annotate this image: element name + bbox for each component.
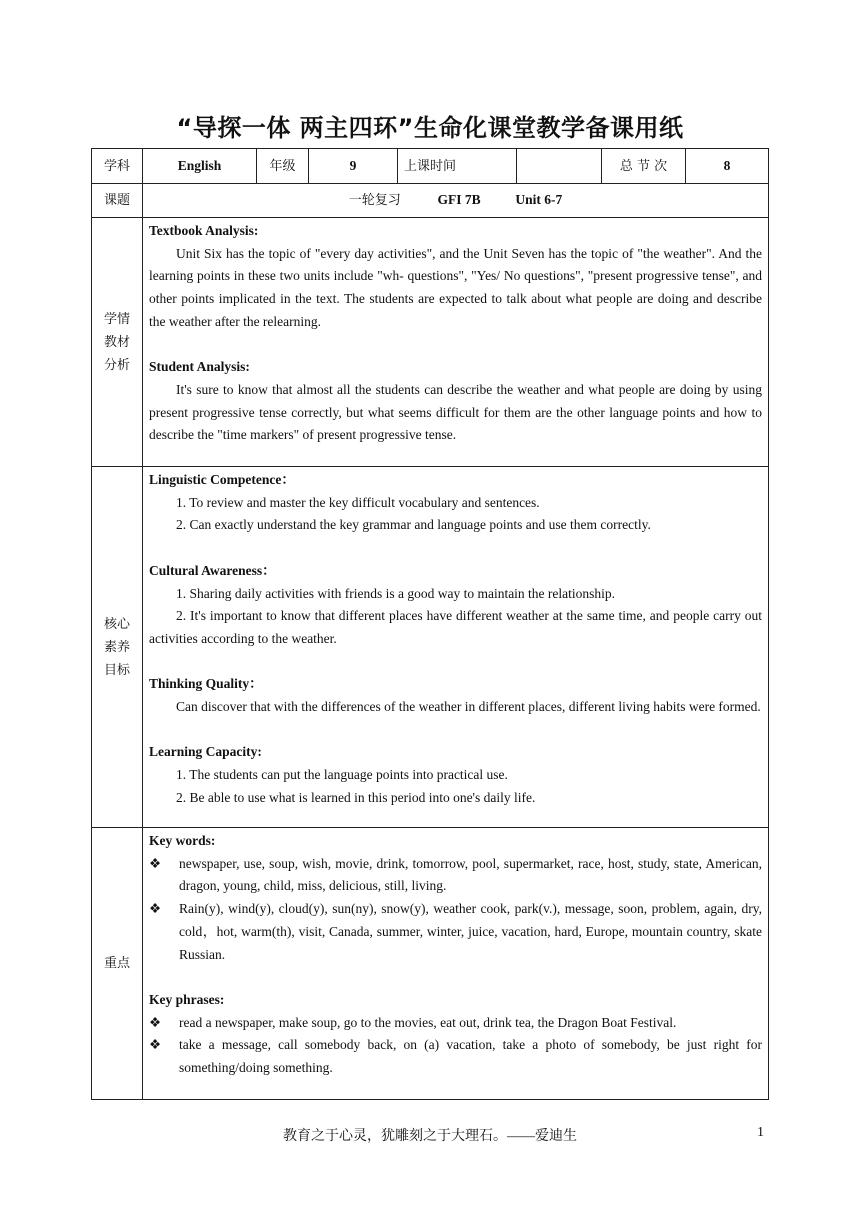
topic-book: GFI 7B (437, 191, 481, 207)
key-words-list: Rain(y), wind(y), cloud(y), sun(ny), snow(y), weather cook, park(v.), message, soon, problem, again, dry, cold，hot, warm(th), visit, Canada, summer, winter, juice, vacation, hard, Europe, mountain country, skate Russian. (179, 901, 762, 962)
diamond-bullet-icon: ❖ (149, 1014, 162, 1030)
footer-quote: 教育之于心灵，犹雕刻之于大理石。——爱迪生 (283, 1129, 577, 1144)
diamond-bullet-icon: ❖ (149, 855, 162, 871)
textbook-analysis-heading: Textbook Analysis: (149, 223, 259, 238)
topic-unit: Unit 6-7 (515, 191, 563, 207)
list-item (149, 853, 762, 898)
textbook-analysis-text: Unit Six has the topic of "every day activities", and the Unit Seven has the topic of "the weather". And the learning points in these two units include "wh- questions", "Yes/ No questions", "present progressive tense", and other points implicated in the text. The students are expected to talk about what people are doing and describe the weather after the relearning. (149, 245, 762, 329)
learning-heading: Learning Capacity: (149, 744, 262, 760)
document-title: “导探一体 两主四环”生命化课堂教学备课用纸 (176, 114, 684, 142)
topic-value (143, 184, 769, 218)
diamond-bullet-icon: ❖ (149, 1037, 162, 1053)
cultural-item: 2. It's important to know that different places have different weather at the same time, and people carry out activities according to the weather. (149, 608, 762, 646)
keypoints-label: 重点 (92, 828, 143, 1100)
student-analysis-heading: Student Analysis: (149, 359, 250, 375)
key-words-list: newspaper, use, soup, wish, movie, drink, tomorrow, pool, supermarket, race, host, study, state, American, dragon, young, child, miss, delicious, still, living. (179, 855, 762, 894)
learning-item: 1. The students can put the language points into practical use. (176, 767, 508, 783)
linguistic-item: 2. Can exactly understand the key grammar and language points and use them correctly. (176, 517, 651, 533)
grade-value: 9 (309, 149, 398, 184)
diamond-bullet-icon: ❖ (149, 901, 162, 917)
list-item (149, 1012, 762, 1035)
header-row (92, 149, 769, 184)
thinking-text: Can discover that with the differences of the weather in different places, different living habits were formed. (176, 699, 761, 714)
class-time-value (517, 149, 602, 184)
topic-row (92, 184, 769, 218)
student-analysis-text: It's sure to know that almost all the students can describe the weather and what people are doing by using present progressive tense correctly, but what seems difficult for them are the other language points and how to describe the "time markers" of present progressive tense. (149, 381, 762, 443)
subject-label: 学科 (92, 149, 143, 184)
page-number: 1 (757, 1125, 764, 1140)
grade-label: 年级 (257, 149, 309, 184)
linguistic-item: 1. To review and master the key difficult vocabulary and sentences. (176, 494, 540, 510)
class-time-label: 上课时间 (398, 149, 517, 184)
topic-review-text: 一轮复习 (348, 192, 401, 208)
analysis-content (143, 218, 769, 467)
analysis-label: 学情 教材 分析 (92, 218, 143, 467)
list-item (149, 1034, 762, 1079)
learning-item: 2. Be able to use what is learned in this period into one's daily life. (176, 789, 536, 805)
goals-row (92, 467, 769, 828)
cultural-heading: Cultural Awareness： (149, 562, 276, 578)
lesson-plan-table (91, 148, 769, 1100)
goals-content (143, 467, 769, 828)
list-item (149, 898, 762, 966)
subject-value: English (143, 149, 257, 184)
topic-label: 课题 (92, 184, 143, 218)
key-phrases-heading: Key phrases: (149, 991, 225, 1007)
thinking-heading: Thinking Quality： (149, 676, 263, 692)
key-words-heading: Key words: (149, 833, 216, 848)
total-lessons-label: 总 节 次 (602, 149, 686, 184)
analysis-row (92, 218, 769, 467)
keypoints-content (143, 828, 769, 1100)
total-lessons-value: 8 (686, 149, 769, 184)
goals-label: 核心 素养 目标 (92, 467, 143, 828)
keypoints-row (92, 828, 769, 1100)
key-phrases-list: take a message, call somebody back, on (a) vacation, take a photo of somebody, be just right for something/doing something. (179, 1037, 762, 1076)
cultural-item: 1. Sharing daily activities with friends is a good way to maintain the relationship. (176, 585, 616, 601)
key-phrases-list: read a newspaper, make soup, go to the movies, eat out, drink tea, the Dragon Boat Festival. (179, 1014, 677, 1030)
linguistic-heading: Linguistic Competence： (149, 472, 295, 487)
